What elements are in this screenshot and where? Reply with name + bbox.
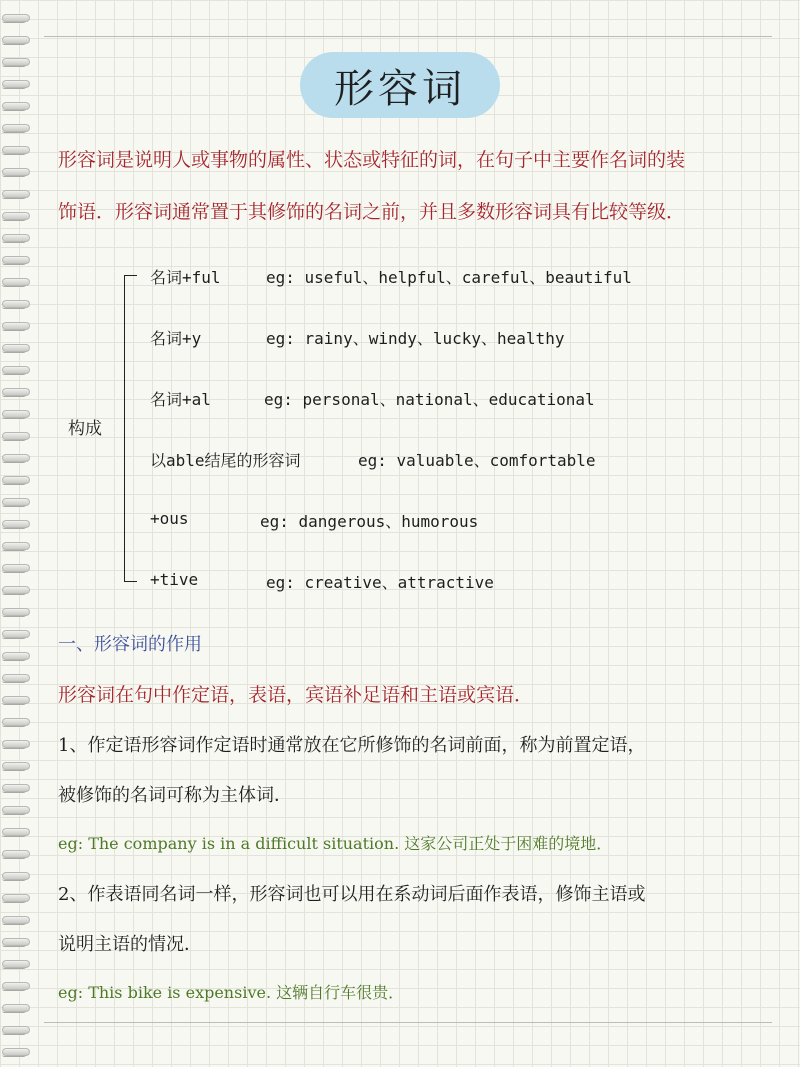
spiral-ring [2,1004,30,1013]
spiral-ring [2,740,30,749]
spiral-ring [2,300,30,309]
spiral-ring [2,1048,30,1057]
spiral-ring [2,476,30,485]
spiral-ring [2,432,30,441]
page-title: 形容词 [334,65,466,112]
spiral-ring [2,938,30,947]
intro-line-2: 饰语．形容词通常置于其修饰的名词之前，并且多数形容词具有比较等级． [58,201,686,223]
spiral-ring [2,718,30,727]
spiral-ring [2,828,30,837]
structure-form: 名词+ful [150,268,221,287]
point-1-line-2: 被修饰的名词可称为主体词． [58,785,292,806]
spiral-ring [2,674,30,683]
structure-form: 名词+al [150,390,211,409]
spiral-ring [2,894,30,903]
structure-example: eg: creative、attractive [266,573,494,592]
spiral-ring [2,388,30,397]
structure-example: eg: useful、helpful、careful、beautiful [266,268,632,287]
spiral-ring [2,234,30,243]
spiral-ring [2,586,30,595]
notebook-spiral-binding [0,0,34,1067]
spiral-ring [2,212,30,221]
example-2: eg: This bike is expensive. 这辆自行车很贵． [58,983,405,1002]
spiral-ring [2,256,30,265]
structure-form: +ous [150,509,189,528]
spiral-ring [2,454,30,463]
spiral-ring [2,410,30,419]
spiral-ring [2,498,30,507]
point-1-line-1: 1、作定语形容词作定语时通常放在它所修饰的名词前面，称为前置定语， [58,735,646,756]
structure-form: 以able结尾的形容词 [150,451,301,470]
spiral-ring [2,14,30,23]
structure-form: +tive [150,570,199,589]
spiral-ring [2,520,30,529]
spiral-ring [2,696,30,705]
spiral-ring [2,146,30,155]
title-pill [300,52,500,118]
spiral-ring [2,564,30,573]
spiral-ring [2,344,30,353]
structure-example: eg: dangerous、humorous [260,512,479,531]
page-bottom-rule [44,1022,772,1023]
point-2-line-2: 说明主语的情况． [58,934,202,955]
example-1: eg: The company is in a difficult situation. 这家公司正处于困难的境地． [58,834,613,853]
spiral-ring [2,630,30,639]
spiral-ring [2,608,30,617]
structure-example: eg: personal、national、educational [264,390,595,409]
structure-bracket [124,275,137,582]
spiral-ring [2,36,30,45]
spiral-ring [2,190,30,199]
spiral-ring [2,652,30,661]
structure-example: eg: rainy、windy、lucky、healthy [266,329,565,348]
spiral-ring [2,784,30,793]
page-top-rule [44,36,772,37]
spiral-ring [2,960,30,969]
section-heading: 一、形容词的作用 [58,634,202,655]
spiral-ring [2,982,30,991]
spiral-ring [2,322,30,331]
spiral-ring [2,542,30,551]
spiral-ring [2,124,30,133]
structure-form: 名词+y [150,329,202,348]
spiral-ring [2,806,30,815]
structure-example: eg: valuable、comfortable [358,451,596,470]
intro-line-1: 形容词是说明人或事物的属性、状态或特征的词，在句子中主要作名词的装 [58,149,686,171]
spiral-ring [2,366,30,375]
point-2-line-1: 2、作表语同名词一样，形容词也可以用在系动词后面作表语，修饰主语或 [58,884,646,905]
structure-label: 构成 [68,419,102,439]
title-area [0,52,800,118]
spiral-ring [2,872,30,881]
spiral-ring [2,168,30,177]
spiral-ring [2,762,30,771]
spiral-ring [2,1026,30,1035]
spiral-ring [2,850,30,859]
spiral-ring [2,278,30,287]
section-summary: 形容词在句中作定语，表语，宾语补足语和主语或宾语． [58,684,534,706]
spiral-ring [2,916,30,925]
